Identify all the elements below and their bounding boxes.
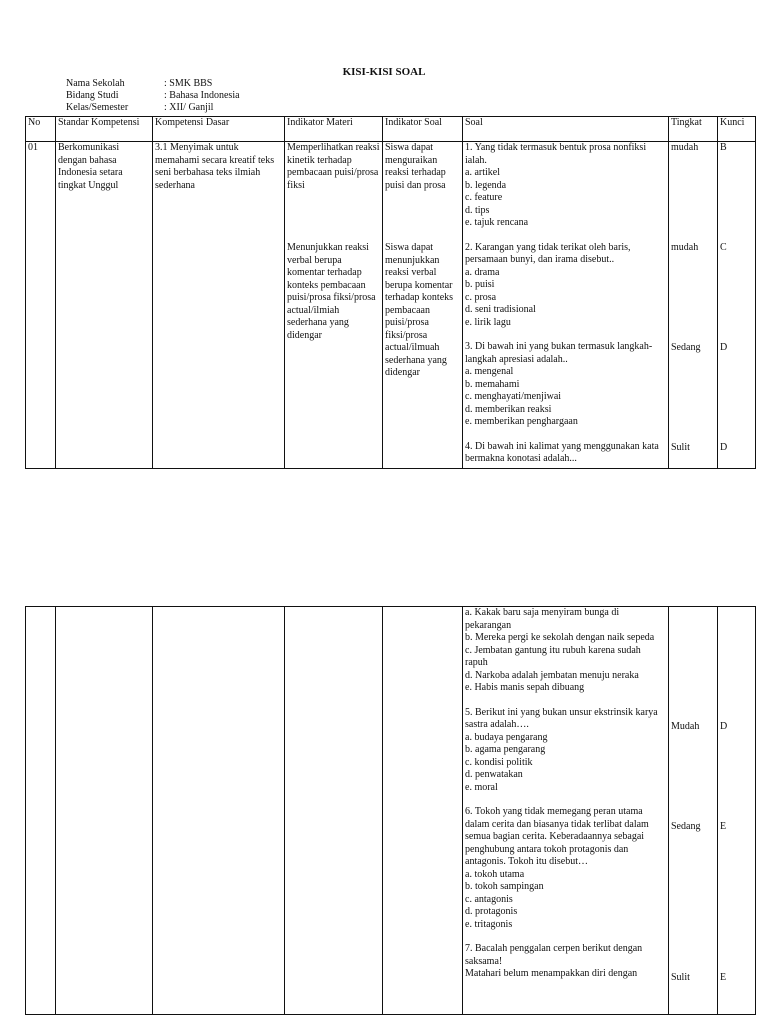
- key-q1: B: [720, 142, 727, 153]
- meta-row-class: [66, 102, 240, 114]
- cell-standar: [56, 607, 153, 1015]
- table-header-row: [26, 117, 756, 142]
- school-info: [66, 78, 240, 114]
- option: e. moral: [465, 781, 498, 793]
- passage-start: Matahari belum menampakkan diri dengan: [465, 968, 638, 979]
- meta-label: Nama Sekolah: [66, 78, 125, 89]
- option: c. prosa: [465, 291, 497, 303]
- header-kompetensi: Kompetensi Dasar: [153, 117, 285, 142]
- option: d. seni tradisional: [465, 304, 536, 315]
- question-text: 2. Karangan yang tidak terikat oleh baris, persamaan bunyi, dan irama disebut..: [465, 241, 631, 265]
- option: e. tritagonis: [465, 918, 513, 930]
- key-q6: E: [720, 821, 727, 832]
- meta-label: Kelas/Semester: [66, 102, 129, 113]
- question-text: 4. Di bawah ini kalimat yang menggunakan kata bermakna konotasi adalah...: [465, 440, 659, 464]
- option: a. mengenal: [465, 366, 514, 377]
- option: d. penwatakan: [465, 769, 523, 780]
- option: e. lirik lagu: [465, 316, 511, 328]
- option: a. tokoh utama: [465, 868, 525, 880]
- grid-table-page-2: [25, 606, 756, 1015]
- cell-soal: [463, 142, 669, 469]
- level-q1: mudah: [671, 142, 699, 153]
- meta-value: : XII/ Ganjil: [164, 102, 214, 113]
- key-q3: D: [720, 342, 728, 353]
- meta-value: : Bahasa Indonesia: [164, 90, 240, 101]
- option: b. puisi: [465, 279, 495, 290]
- table-row: [26, 142, 756, 469]
- option: e. tajuk rencana: [465, 217, 529, 228]
- meta-value: : SMK BBS: [164, 78, 213, 89]
- header-no: No: [26, 117, 56, 142]
- option: c. Jembatan gantung itu rubuh karena sudah rapuh: [465, 644, 641, 668]
- question-5: [465, 707, 666, 795]
- question-text: 6. Tokoh yang tidak memegang peran utama dalam cerita dan biasanya tidak terlibat dalam semua bagian cerita. Keberadaannya sebagai penghubung antara tokoh protagonis dan antagonis. Tokoh itu disebut…: [465, 806, 649, 867]
- cell-kompetensi: 3.1 Menyimak untuk memahami secara kreatif teks seni berbahasa teks ilmiah sederhana: [153, 142, 285, 469]
- key-q4: D: [720, 442, 728, 453]
- question-text: 1. Yang tidak termasuk bentuk prosa nonfiksi ialah.: [465, 142, 647, 166]
- cell-kompetensi: [153, 607, 285, 1015]
- question-text: 7. Bacalah penggalan cerpen berikut dengan saksama!: [465, 943, 643, 967]
- option: c. menghayati/menjiwai: [465, 391, 562, 402]
- option: b. Mereka pergi ke sekolah dengan naik sepeda: [465, 632, 655, 643]
- cell-no: [26, 607, 56, 1015]
- meta-row-school: [66, 78, 240, 90]
- cell-soal: [463, 607, 669, 1015]
- option: b. memahami: [465, 378, 520, 390]
- option: c. feature: [465, 192, 503, 203]
- table-row: [26, 607, 756, 1015]
- option: d. protagonis: [465, 906, 518, 917]
- question-1: [465, 142, 666, 230]
- option: b. tokoh sampingan: [465, 881, 544, 892]
- cell-standar: Berkomunikasi dengan bahasa Indonesia setara tingkat Unggul: [56, 142, 153, 469]
- level-q6: Sedang: [671, 821, 701, 832]
- header-materi: Indikator Materi: [285, 117, 383, 142]
- header-tingkat: Tingkat: [669, 117, 718, 142]
- header-standar: Standar Kompetensi: [56, 117, 153, 142]
- cell-indikator: [383, 607, 463, 1015]
- option: e. memberikan penghargaan: [465, 416, 578, 427]
- option: d. tips: [465, 204, 490, 216]
- indikator-1: Siswa dapat menguraikan reaksi terhadap puisi dan prosa: [385, 142, 446, 191]
- question-6: [465, 806, 666, 931]
- cell-tingkat: [669, 142, 718, 469]
- meta-label: Bidang Studi: [66, 90, 119, 101]
- key-q5: D: [720, 721, 728, 732]
- option: c. antagonis: [465, 893, 513, 905]
- option: b. agama pengarang: [465, 744, 546, 755]
- question-2: [465, 242, 666, 330]
- materi-2: Menunjukkan reaksi verbal berupa komentar terhadap konteks pembacaan puisi/prosa fiksi/prosa actual/ilmiah sederhana yang didengar: [287, 242, 376, 341]
- option: d. memberikan reaksi: [465, 403, 552, 415]
- option: b. legenda: [465, 179, 507, 191]
- option: a. Kakak baru saja menyiram bunga di pekarangan: [465, 607, 620, 631]
- key-q2: C: [720, 242, 727, 253]
- question-4: [465, 441, 666, 466]
- cell-materi: [285, 142, 383, 469]
- document-title: KISI-KISI SOAL: [342, 66, 426, 78]
- level-q2: mudah: [671, 242, 699, 253]
- level-q4: Sulit: [671, 442, 690, 453]
- cell-materi: [285, 607, 383, 1015]
- level-q7: Sulit: [671, 972, 690, 983]
- header-indikator-soal: Indikator Soal: [383, 117, 463, 142]
- question-text: 5. Berikut ini yang bukan unsur ekstrinsik karya sastra adalah….: [465, 706, 658, 730]
- cell-tingkat: [669, 607, 718, 1015]
- question-3: [465, 341, 666, 429]
- header-kunci: Kunci: [718, 117, 756, 142]
- question-7: [465, 943, 666, 981]
- question-4-options: [465, 607, 666, 695]
- option: a. budaya pengarang: [465, 731, 548, 743]
- materi-1: Memperlihatkan reaksi kinetik terhadap pembacaan puisi/prosa fiksi: [287, 142, 380, 191]
- level-q3: Sedang: [671, 342, 701, 353]
- level-q5: Mudah: [671, 721, 700, 732]
- option: c. kondisi politik: [465, 756, 533, 768]
- option: a. artikel: [465, 167, 500, 178]
- option: d. Narkoba adalah jembatan menuju neraka: [465, 669, 639, 681]
- cell-indikator: [383, 142, 463, 469]
- option: a. drama: [465, 266, 500, 278]
- cell-no: 01: [26, 142, 56, 469]
- grid-table-page-1: [25, 116, 756, 469]
- cell-kunci: [718, 142, 756, 469]
- header-soal: Soal: [463, 117, 669, 142]
- question-text: 3. Di bawah ini yang bukan termasuk langkah-langkah apresiasi adalah..: [465, 341, 653, 365]
- meta-row-subject: [66, 90, 240, 102]
- indikator-2: Siswa dapat menunjukkan reaksi verbal berupa komentar terhadap konteks pembacaan puisi/prosa fiksi/prosa actual/ilmuah sederhana yang didengar: [385, 242, 454, 378]
- option: e. Habis manis sepah dibuang: [465, 682, 585, 693]
- key-q7: E: [720, 972, 727, 983]
- cell-kunci: [718, 607, 756, 1015]
